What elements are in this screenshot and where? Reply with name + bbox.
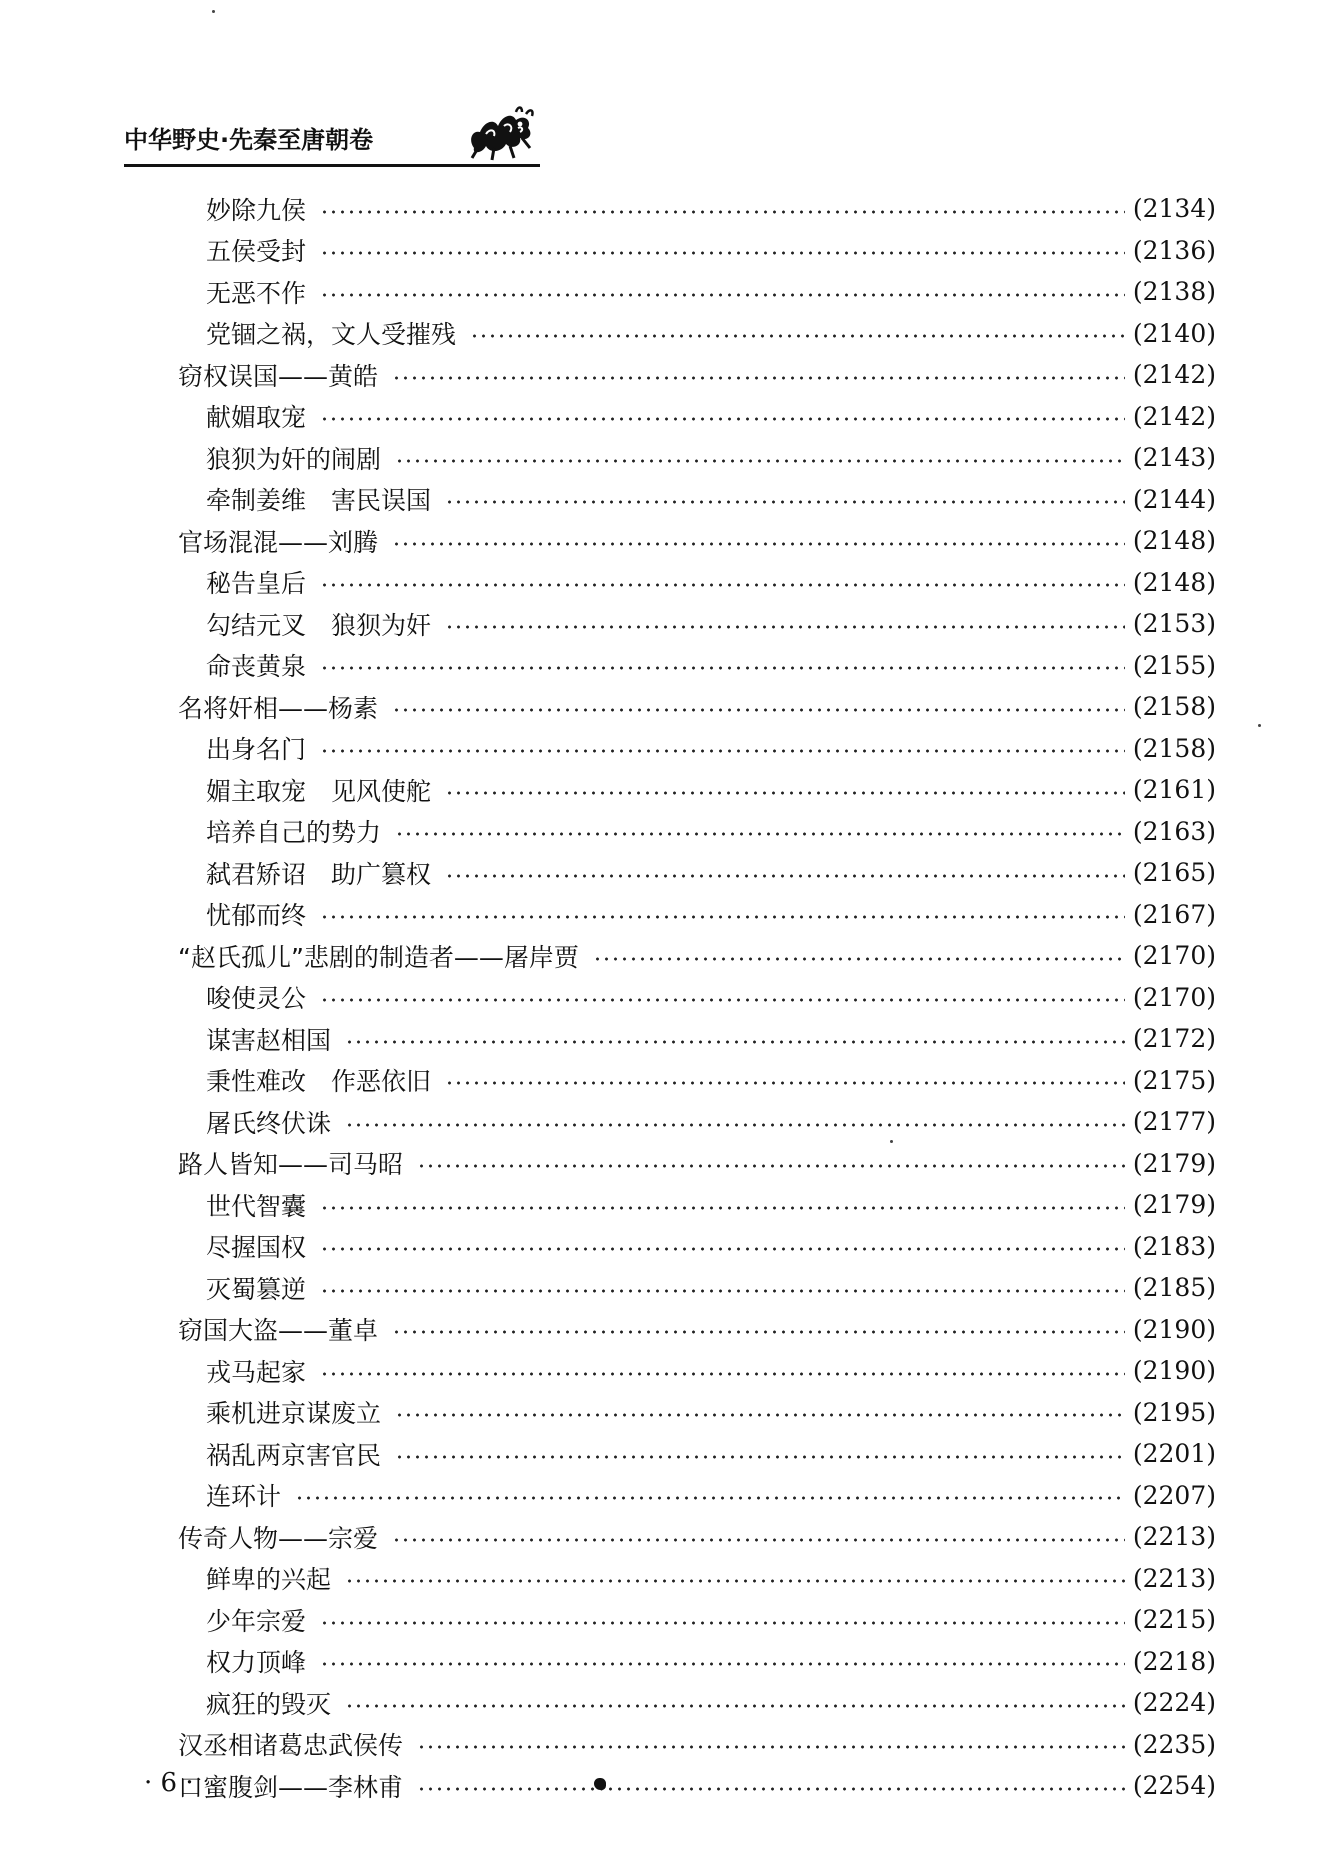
toc-entry-page: (2213) [1132,1563,1216,1593]
toc-entry-title: 狼狈为奸的闹剧 [206,444,382,474]
toc-entry-page: (2167) [1132,899,1216,929]
dot-leader [320,210,1125,214]
toc-entry-page: (2148) [1132,526,1216,555]
toc-section-row[interactable] [206,271,1216,312]
toc-chapter-row[interactable] [178,1309,1216,1350]
toc-entry-title: 谋害赵相国 [206,1025,332,1055]
toc-entry-title: 勾结元叉 狼狈为奸 [206,610,432,640]
dot-leader [395,1413,1125,1417]
toc-entry-page: (2179) [1132,1148,1216,1178]
toc-entry-title: 戎马起家 [206,1357,307,1387]
toc-entry-title: 乘机进京谋废立 [206,1399,382,1428]
dot-leader [445,791,1125,795]
dot-leader [417,1745,1125,1749]
toc-section-row[interactable] [206,1350,1216,1391]
toc-section-row[interactable] [206,1267,1216,1308]
toc-entry-title: 疯狂的毁灭 [206,1689,332,1719]
dot-leader [417,1164,1125,1168]
toc-entry-page: (2172) [1132,1024,1216,1053]
dot-leader [345,1579,1125,1583]
toc-section-row[interactable] [206,188,1216,229]
toc-chapter-row[interactable] [178,1765,1216,1806]
dot-leader [320,666,1125,670]
toc-section-row[interactable] [206,1558,1216,1599]
dot-leader [320,1289,1125,1293]
toc-entry-title: 党锢之祸，文人受摧残 [206,320,457,349]
toc-entry-page: (2190) [1132,1314,1216,1344]
dot-leader [345,1704,1125,1708]
toc-entry-title: 窃权误国——黄皓 [178,361,379,391]
toc-entry-page: (2153) [1132,609,1216,638]
toc-entry-page: (2148) [1132,567,1216,597]
toc-entry-title: 秉性难改 作恶依旧 [206,1067,432,1096]
toc-entry-page: (2179) [1132,1190,1216,1219]
toc-entry-title: 无恶不作 [206,278,307,308]
toc-entry-page: (2158) [1132,733,1216,763]
toc-entry-title: 媚主取宠 见风使舵 [206,776,432,806]
toc-section-row[interactable] [206,313,1216,354]
dot-leader [320,1206,1125,1210]
toc-section-row[interactable] [206,603,1216,644]
toc-entry-title: 忧郁而终 [206,901,307,930]
toc-entry-page: (2142) [1132,401,1216,431]
scan-speck [1258,724,1261,727]
toc-entry-page: (2170) [1132,941,1216,970]
toc-entry-page: (2163) [1132,816,1216,846]
toc-entry-title: 汉丞相诸葛忠武侯传 [178,1731,404,1760]
toc-chapter-row[interactable] [178,520,1216,561]
toc-entry-page: (2170) [1132,982,1216,1012]
toc-section-row[interactable] [206,1433,1216,1474]
toc-entry-page: (2158) [1132,692,1216,721]
toc-entry-page: (2143) [1132,443,1216,472]
toc-section-row[interactable] [206,645,1216,686]
dot-leader [445,625,1125,629]
toc-entry-page: (2235) [1132,1729,1216,1759]
toc-chapter-row[interactable] [178,1516,1216,1557]
toc-chapter-row[interactable] [178,686,1216,727]
toc-entry-title: 命丧黄泉 [206,652,307,681]
toc-entry-title: 窃国大盗——董卓 [178,1316,379,1345]
toc-entry-page: (2224) [1132,1688,1216,1717]
toc-entry-page: (2215) [1132,1605,1216,1634]
toc-chapter-row[interactable] [178,1724,1216,1765]
toc-entry-title: 培养自己的势力 [206,818,382,847]
toc-entry-title: 妙除九侯 [206,195,307,225]
toc-section-row[interactable] [206,769,1216,810]
toc-entry-title: 世代智囊 [206,1191,307,1221]
toc-entry-title: 牵制姜维 害民误国 [206,486,432,515]
dot-leader [320,915,1125,919]
toc-entry-page: (2134) [1132,194,1216,223]
dot-leader [320,293,1125,297]
toc-entry-title: 出身名门 [206,735,307,764]
toc-entry-title: 路人皆知——司马昭 [178,1150,404,1179]
dot-leader [320,1372,1125,1376]
toc-section-row[interactable] [206,1475,1216,1516]
toc-section-row[interactable] [206,811,1216,852]
toc-entry-title: 弑君矫诏 助广篡权 [206,859,432,889]
toc-entry-page: (2138) [1132,277,1216,306]
toc-entry-title: 五侯受封 [206,237,307,266]
toc-entry-page: (2254) [1132,1771,1216,1800]
toc-entry-title: 名将奸相——杨素 [178,693,379,723]
toc-entry-page: (2136) [1132,235,1216,265]
toc-chapter-row[interactable] [178,354,1216,395]
toc-entry-title: 祸乱两京害官民 [206,1440,382,1470]
page-number: · 6 · [144,1768,194,1798]
toc-section-row[interactable] [206,1060,1216,1101]
dot-leader [320,1662,1125,1666]
scan-speck [890,1140,893,1143]
toc-entry-page: (2183) [1132,1231,1216,1261]
toc-section-row[interactable] [206,1101,1216,1142]
dot-leader [392,1330,1125,1334]
toc-chapter-row[interactable] [178,935,1216,976]
toc-entry-title: 少年宗爱 [206,1606,307,1636]
toc-entry-page: (2140) [1132,318,1216,348]
dot-leader [392,376,1125,380]
toc-section-row[interactable] [206,1184,1216,1225]
toc-entry-title: 连环计 [206,1482,282,1511]
toc-entry-page: (2190) [1132,1356,1216,1385]
dot-leader [392,1538,1125,1542]
dot-leader [320,583,1125,587]
dot-leader [295,1496,1125,1500]
running-header [124,120,540,164]
dot-leader [320,1247,1125,1251]
toc-entry-title: 尽握国权 [206,1233,307,1262]
toc-entry-page: (2201) [1132,1439,1216,1468]
toc-section-row[interactable] [206,479,1216,520]
toc-section-row[interactable] [206,1682,1216,1723]
toc-entry-page: (2177) [1132,1107,1216,1136]
dragon-emblem-icon [464,104,536,162]
toc-entry-page: (2213) [1132,1522,1216,1551]
ink-blot [594,1778,606,1790]
toc-section-row[interactable] [206,1599,1216,1640]
toc-entry-page: (2195) [1132,1397,1216,1427]
dot-leader [320,749,1125,753]
dot-leader [417,1787,1125,1791]
dot-leader [445,1081,1125,1085]
toc-section-row[interactable] [206,1392,1216,1433]
toc-section-row[interactable] [206,1226,1216,1267]
toc-section-row[interactable] [206,562,1216,603]
dot-leader [345,1040,1125,1044]
toc-entry-page: (2165) [1132,858,1216,887]
toc-entry-title: 权力顶峰 [206,1648,307,1677]
toc-entry-page: (2155) [1132,650,1216,680]
toc-entry-page: (2144) [1132,484,1216,514]
dot-leader [320,1621,1125,1625]
toc-entry-page: (2161) [1132,775,1216,804]
book-title: 中华野史·先秦至唐朝卷 [124,126,374,154]
dot-leader [445,874,1125,878]
dot-leader [395,1455,1125,1459]
toc-entry-page: (2218) [1132,1646,1216,1676]
dot-leader [395,459,1125,463]
toc-entry-title: 献媚取宠 [206,403,307,432]
scan-speck [212,10,215,13]
dot-leader [593,957,1125,961]
toc-entry-title: 灭蜀篡逆 [206,1274,307,1304]
dot-leader [345,1123,1125,1127]
toc-section-row[interactable] [206,396,1216,437]
toc-section-row[interactable] [206,728,1216,769]
toc-entry-page: (2142) [1132,360,1216,389]
dot-leader [395,832,1125,836]
dot-leader [320,417,1125,421]
dot-leader [320,998,1125,1002]
toc-section-row[interactable] [206,437,1216,478]
dot-leader [392,542,1125,546]
dot-leader [320,251,1125,255]
toc-entry-title: 口蜜腹剑——李林甫 [178,1772,404,1802]
toc-section-row[interactable] [206,852,1216,893]
toc-entry-title: 屠氏终伏诛 [206,1108,332,1138]
toc-entry-page: (2207) [1132,1480,1216,1510]
toc-entry-title: 鲜卑的兴起 [206,1565,332,1594]
header-rule [124,164,540,167]
toc-entry-title: 官场混混——刘腾 [178,527,379,557]
toc-entry-page: (2175) [1132,1065,1216,1095]
toc-section-row[interactable] [206,1018,1216,1059]
toc-section-row[interactable] [206,977,1216,1018]
toc-section-row[interactable] [206,230,1216,271]
toc-entry-title: 唆使灵公 [206,984,307,1013]
dot-leader [392,708,1125,712]
toc-entry-title: 秘告皇后 [206,569,307,598]
toc-entry-title: “赵氏孤儿”悲剧的制造者——屠岸贾 [178,942,579,972]
toc-section-row[interactable] [206,1641,1216,1682]
dot-leader [445,500,1125,504]
toc-entry-title: 传奇人物——宗爱 [178,1523,379,1553]
dot-leader [470,334,1125,338]
toc-section-row[interactable] [206,894,1216,935]
toc-chapter-row[interactable] [178,1143,1216,1184]
toc-entry-page: (2185) [1132,1273,1216,1302]
